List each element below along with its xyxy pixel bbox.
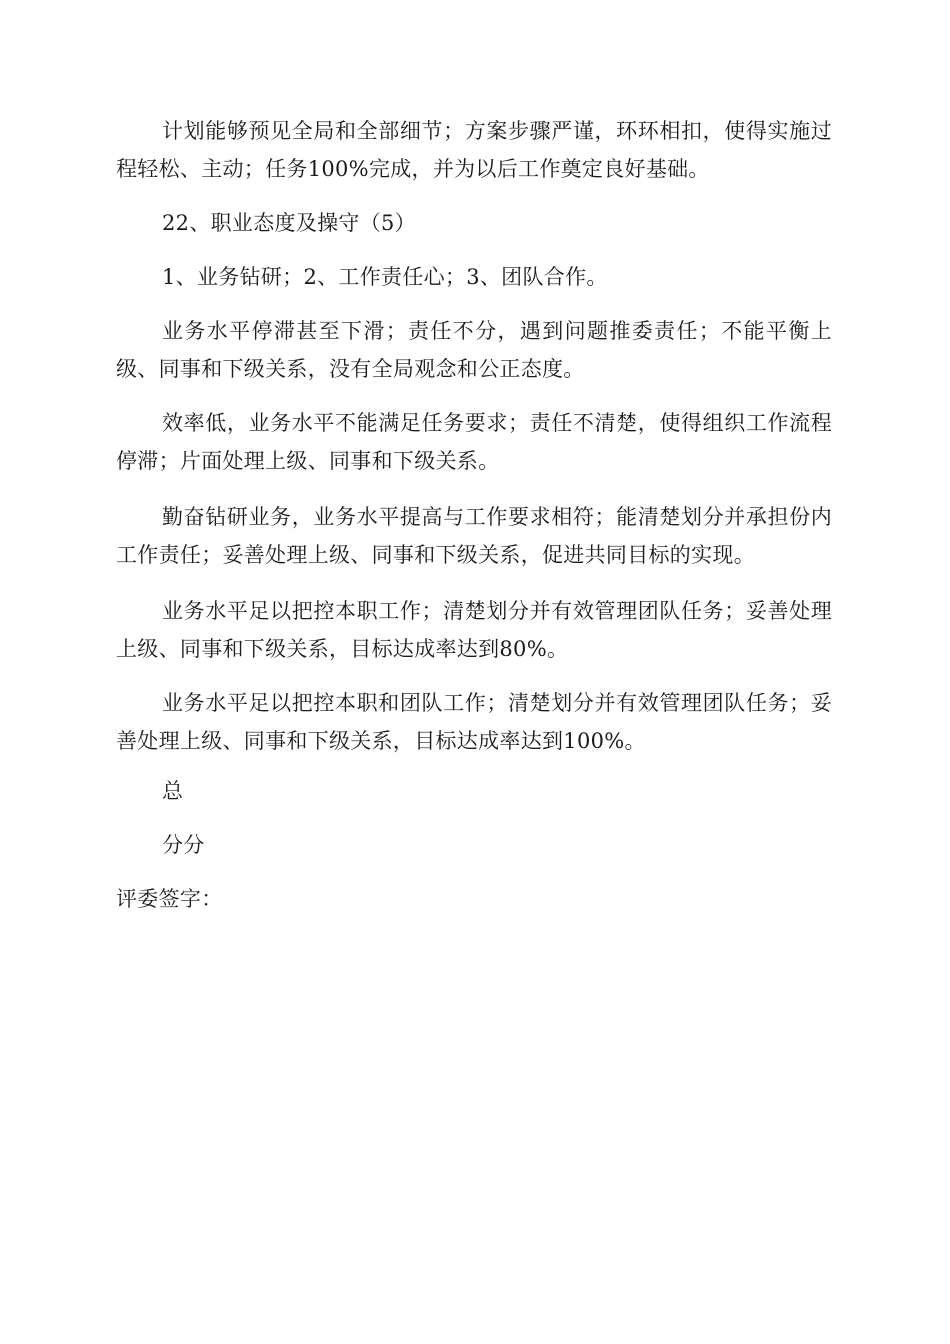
paragraph-level-2: 效率低，业务水平不能满足任务要求；责任不清楚，使得组织工作流程停滞；片面处理上级、同事和下级关系。 <box>116 411 832 473</box>
total-label: 总 <box>162 779 184 803</box>
paragraph-level-5: 业务水平足以把控本职和团队工作；清楚划分并有效管理团队任务；妥善处理上级、同事和下级关系，目标达成率达到100%。 <box>116 691 832 753</box>
paragraph-plan-excellent: 计划能够预见全局和全部细节；方案步骤严谨，环环相扣，使得实施过程轻松、主动；任务100%完成，并为以后工作奠定良好基础。 <box>116 119 832 181</box>
score-label: 分分 <box>162 833 205 857</box>
paragraph-level-1: 业务水平停滞甚至下滑；责任不分，遇到问题推委责任；不能平衡上级、同事和下级关系，没有全局观念和公正态度。 <box>116 319 832 381</box>
paragraph-level-3: 勤奋钻研业务，业务水平提高与工作要求相符；能清楚划分并承担份内工作责任；妥善处理上级、同事和下级关系，促进共同目标的实现。 <box>116 505 832 567</box>
signature-label: 评委签字： <box>116 887 223 911</box>
section-heading-attitude: 22、职业态度及操守（5） <box>162 211 416 235</box>
paragraph-criteria-list: 1、业务钻研；2、工作责任心；3、团队合作。 <box>162 265 608 289</box>
paragraph-level-4: 业务水平足以把控本职工作；清楚划分并有效管理团队任务；妥善处理上级、同事和下级关系，目标达成率达到80%。 <box>116 599 832 661</box>
